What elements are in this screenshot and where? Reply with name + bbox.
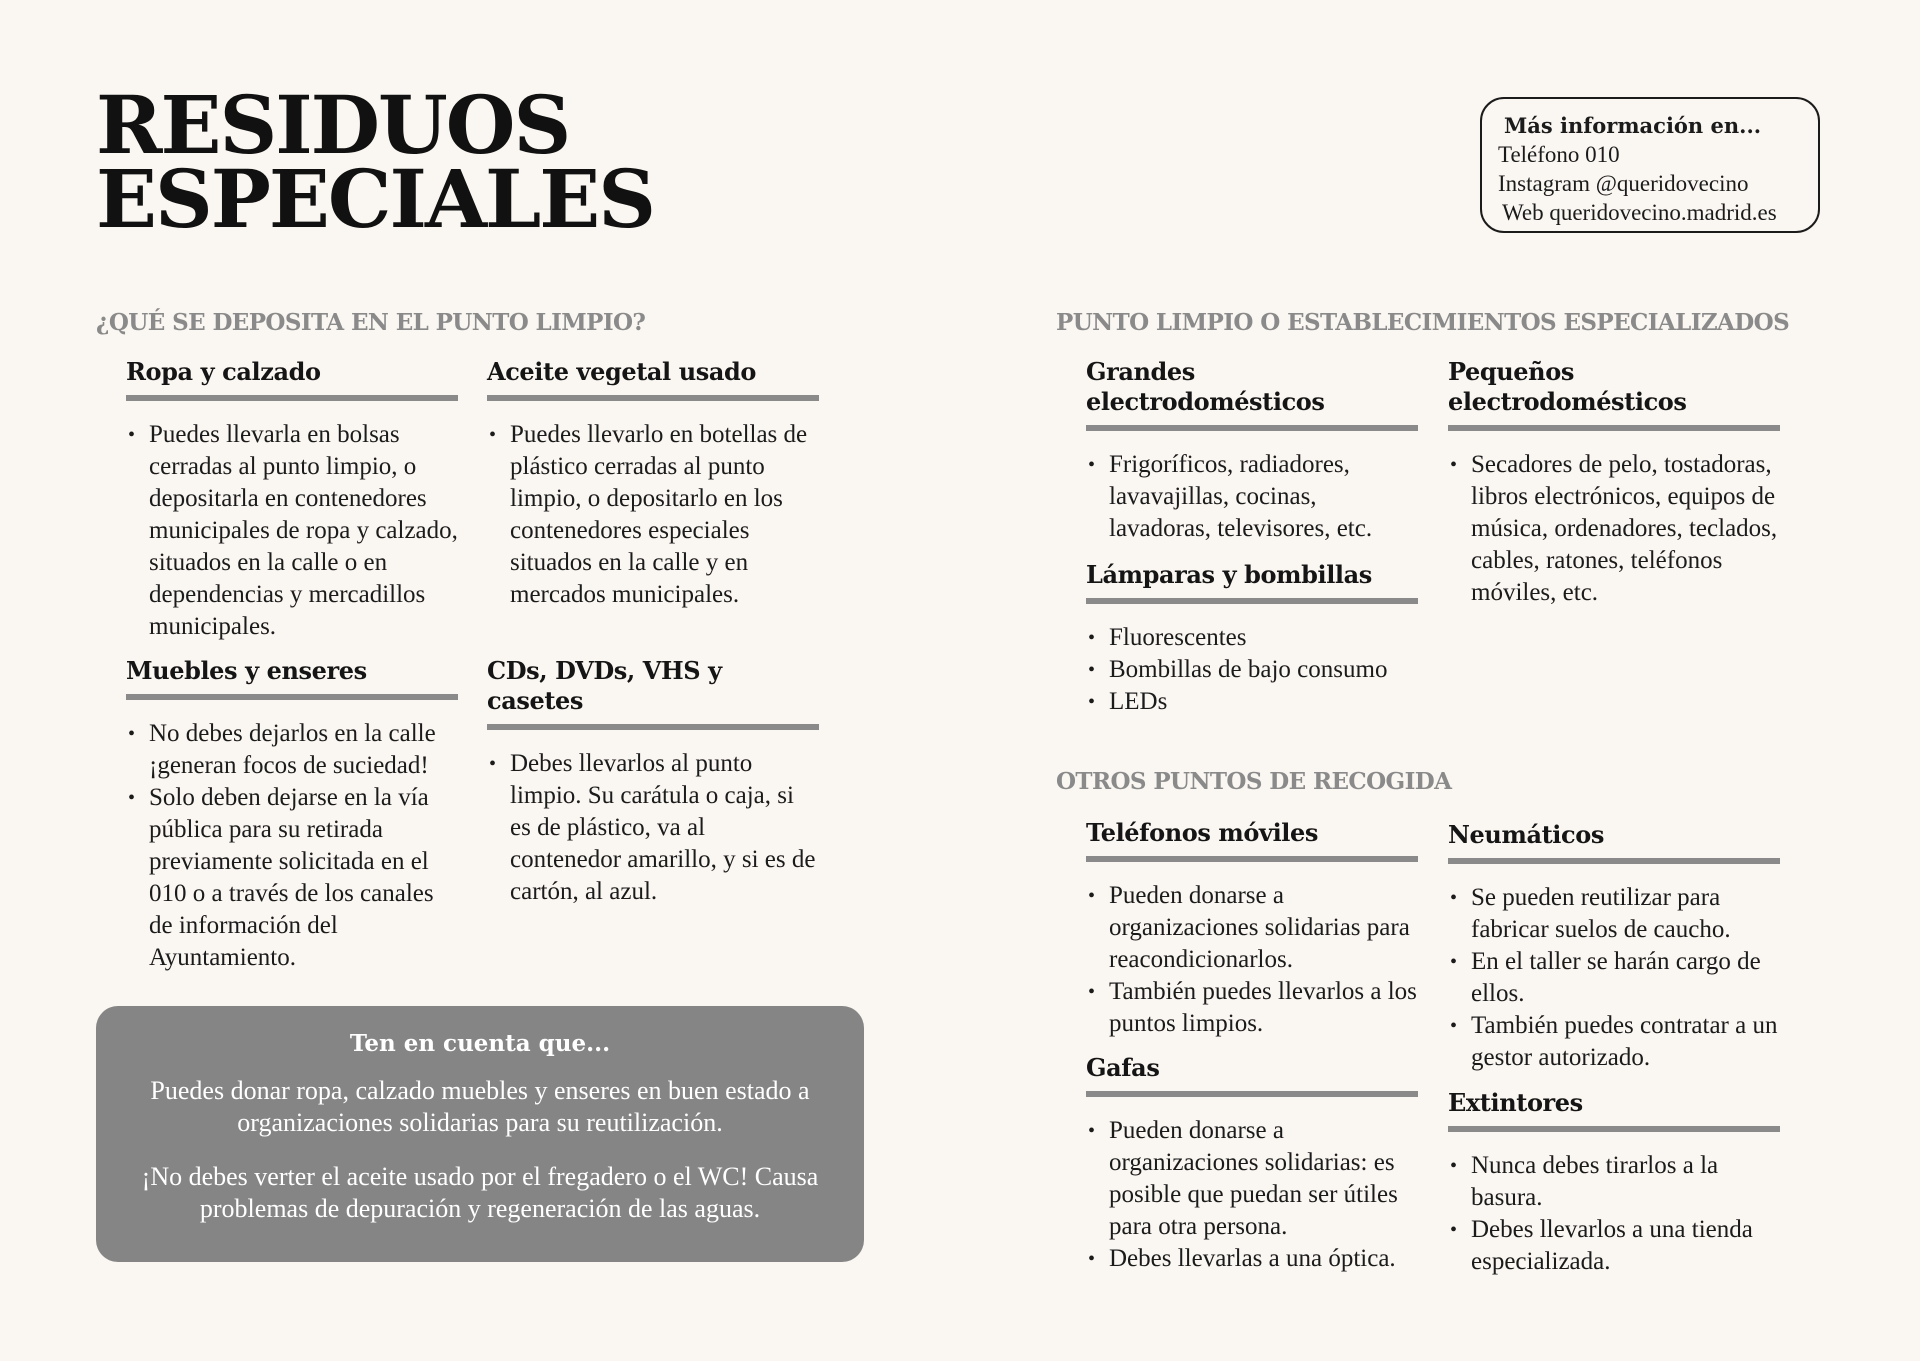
bullet-list (126, 419, 458, 643)
block-muebles-enseres (126, 656, 458, 974)
block-title: Neumáticos (1448, 820, 1780, 864)
title-line-1: RESIDUOS (96, 78, 570, 172)
list-item: • En el taller se harán cargo de ellos. (1448, 946, 1780, 1010)
list-item: • Pueden donarse a organizaciones solidarias para reacondicionarlos. (1086, 880, 1418, 976)
more-info-heading: Más información en... (1504, 113, 1762, 138)
bullet-list (1086, 880, 1418, 1040)
page-title (96, 78, 655, 246)
block-pequenos-electrodomesticos (1448, 357, 1780, 609)
block-title: Gafas (1086, 1053, 1418, 1097)
bullet-list (126, 718, 458, 974)
note-paragraph-2: ¡No debes verter el aceite usado por el fregadero o el WC! Causa problemas de depuración y regeneración de las aguas. (141, 1162, 819, 1223)
block-cds-dvds (487, 656, 819, 908)
list-item: • También puedes llevarlos a los puntos limpios. (1086, 976, 1418, 1040)
block-gafas (1086, 1053, 1418, 1275)
block-title: Teléfonos móviles (1086, 818, 1418, 862)
list-item: • Pueden donarse a organizaciones solidarias: es posible que puedan ser útiles para otra persona. (1086, 1115, 1418, 1243)
bullet-list (1448, 449, 1780, 609)
left-section-heading: ¿QUÉ SE DEPOSITA EN EL PUNTO LIMPIO? (96, 309, 646, 336)
list-item: • LEDs (1086, 686, 1418, 718)
bullet-list (487, 748, 819, 908)
list-item: • Debes llevarlos al punto limpio. Su carátula o caja, si es de plástico, va al contenedor amarillo, y si es de cartón, al azul. (487, 748, 819, 908)
list-item: • Puedes llevarla en bolsas cerradas al punto limpio, o depositarla en contenedores municipales de ropa y calzado, situados en la calle o en dependencias y mercadillos municipales. (126, 419, 458, 643)
block-grandes-electrodomesticos (1086, 357, 1418, 545)
block-title: Muebles y enseres (126, 656, 458, 700)
info-phone: Teléfono 010 (1498, 142, 1620, 167)
block-title: Extintores (1448, 1088, 1780, 1132)
block-title: Aceite vegetal usado (487, 357, 819, 401)
bullet-list (1086, 1115, 1418, 1275)
info-web: Web queridovecino.madrid.es (1502, 200, 1777, 225)
bullet-list (487, 419, 819, 611)
list-item: • Bombillas de bajo consumo (1086, 654, 1418, 686)
block-extintores (1448, 1088, 1780, 1278)
note-title: Ten en cuenta que... (349, 1030, 611, 1057)
block-lamparas-bombillas (1086, 560, 1418, 718)
block-aceite-vegetal (487, 357, 819, 611)
list-item: • Frigoríficos, radiadores, lavavajillas, cocinas, lavadoras, televisores, etc. (1086, 449, 1418, 545)
block-title: Grandes electrodomésticos (1086, 357, 1418, 431)
list-item: • Fluorescentes (1086, 622, 1418, 654)
block-title: Ropa y calzado (126, 357, 458, 401)
note-paragraph-1: Puedes donar ropa, calzado muebles y enseres en buen estado a organizaciones solidarias para su reutilización. (150, 1076, 810, 1137)
list-item: • Debes llevarlas a una óptica. (1086, 1243, 1418, 1275)
list-item: • Se pueden reutilizar para fabricar suelos de caucho. (1448, 882, 1780, 946)
list-item: • No debes dejarlos en la calle ¡generan focos de suciedad! (126, 718, 458, 782)
list-item: • También puedes contratar a un gestor autorizado. (1448, 1010, 1780, 1074)
right-section-heading: PUNTO LIMPIO O ESTABLECIMIENTOS ESPECIALIZADOS (1056, 309, 1790, 336)
block-title: Pequeños electrodomésticos (1448, 357, 1780, 431)
block-neumaticos (1448, 820, 1780, 1074)
list-item: • Puedes llevarlo en botellas de plástico cerradas al punto limpio, o depositarlo en los contenedores especiales situados en la calle y en mercados municipales. (487, 419, 819, 611)
title-line-2: ESPECIALES (96, 152, 655, 246)
list-item: • Nunca debes tirarlos a la basura. (1448, 1150, 1780, 1214)
list-item: • Debes llevarlos a una tienda especializada. (1448, 1214, 1780, 1278)
other-section-heading: OTROS PUNTOS DE RECOGIDA (1056, 768, 1452, 795)
bullet-list (1086, 449, 1418, 545)
block-telefonos-moviles (1086, 818, 1418, 1040)
bullet-list (1086, 622, 1418, 718)
note-box (96, 1006, 864, 1262)
more-info-box (1480, 97, 1820, 233)
info-instagram: Instagram @queridovecino (1498, 171, 1749, 196)
block-title: Lámparas y bombillas (1086, 560, 1418, 604)
list-item: • Solo deben dejarse en la vía pública para su retirada previamente solicitada en el 010 o a través de los canales de información del Ayuntamiento. (126, 782, 458, 974)
list-item: • Secadores de pelo, tostadoras, libros electrónicos, equipos de música, ordenadores, teclados, cables, ratones, teléfonos móviles, etc. (1448, 449, 1780, 609)
block-ropa-calzado (126, 357, 458, 643)
bullet-list (1448, 1150, 1780, 1278)
block-title: CDs, DVDs, VHS y casetes (487, 656, 819, 730)
bullet-list (1448, 882, 1780, 1074)
